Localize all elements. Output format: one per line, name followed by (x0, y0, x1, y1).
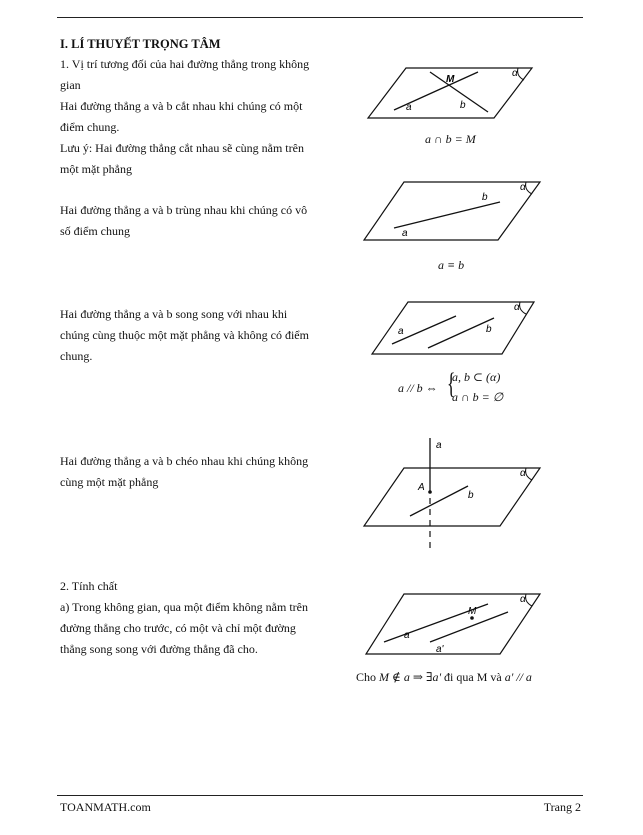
section-title: 2. Tính chất (60, 579, 118, 593)
text-line: điểm chung. (60, 120, 120, 134)
text-line: chung. (60, 349, 93, 363)
text-property (60, 597, 322, 660)
label-a: a (398, 326, 404, 337)
label-b: b (468, 490, 474, 501)
text-line: a) Trong không gian, qua một điểm không nằm trên (60, 600, 308, 614)
point-A (428, 490, 432, 494)
text-line: số điểm chung (60, 224, 130, 238)
alpha-corner-mark (520, 302, 526, 314)
text-line: thẳng song song với đường thẳng đã cho. (60, 642, 258, 656)
page-heading: I. LÍ THUYẾT TRỌNG TÂM (60, 37, 221, 51)
label-alpha: α (520, 594, 526, 605)
formula-math2: a' // a (504, 670, 532, 684)
formula-row1: a, b ⊂ (α) (452, 370, 501, 384)
alpha-corner-mark (526, 182, 532, 194)
line-b (430, 72, 488, 112)
label-alpha: α (520, 468, 526, 479)
text-line: Hai đường thẳng a và b cắt nhau khi chúng có một (60, 99, 303, 113)
alpha-corner-mark (518, 68, 524, 80)
text-line: Hai đường thẳng a và b song song với nhau khi (60, 307, 288, 321)
plane-shape (364, 182, 540, 240)
plane-shape (366, 594, 540, 654)
top-rule (57, 17, 583, 18)
label-a: a (436, 440, 442, 451)
formula-row2: a ∩ b = ∅ (452, 390, 504, 404)
text-line: Hai đường thẳng a và b trùng nhau khi chúng có vô (60, 203, 308, 217)
footer-page-number: Trang 2 (543, 800, 581, 814)
formula-coincident: a ≡ b (438, 258, 465, 272)
alpha-corner-mark (526, 594, 532, 606)
text-line: Hai đường thẳng a và b chéo nhau khi chúng không (60, 454, 309, 468)
line-a-b (394, 202, 500, 228)
figure-skew (360, 434, 545, 554)
label-alpha: α (520, 182, 526, 193)
text-line: Lưu ý: Hai đường thẳng cắt nhau sẽ cùng nằm trên (60, 141, 304, 155)
label-a: a (402, 228, 408, 239)
alpha-corner-mark (526, 468, 532, 480)
figure-intersecting (360, 62, 540, 124)
label-alpha: α (514, 302, 520, 313)
text-coincident (60, 200, 322, 242)
plane-shape (364, 468, 540, 526)
brace: { (446, 367, 456, 400)
label-a: a (406, 102, 412, 113)
text-line: một mặt phẳng (60, 162, 132, 176)
figure-parallel (368, 298, 538, 360)
text-line: đường thẳng cho trước, có một và chỉ một đường (60, 621, 296, 635)
label-alpha: α (512, 68, 518, 79)
label-a-prime: a' (436, 644, 444, 655)
text-skew (60, 451, 322, 493)
formula-intersect: a ∩ b = M (425, 132, 476, 146)
figure-property (362, 590, 544, 660)
label-b: b (482, 192, 488, 203)
label-b: b (460, 100, 466, 111)
line-b (428, 318, 494, 348)
label-M: M (446, 74, 455, 85)
plane-shape (372, 302, 534, 354)
formula-mid: đi qua M và (444, 670, 502, 684)
formula-prefix: Cho (356, 670, 377, 684)
label-b: b (486, 324, 492, 335)
section-title: 1. Vị trí tương đối của hai đường thẳng trong không gian (60, 57, 310, 92)
formula-math1: M ∉ a ⇒ ∃a' (379, 670, 442, 684)
label-a: a (404, 630, 410, 641)
text-line: cùng một mặt phẳng (60, 475, 159, 489)
footer-rule (57, 795, 583, 796)
text-parallel (60, 304, 322, 367)
label-A: A (418, 482, 425, 493)
formula-lhs: a // b ⇔ (398, 381, 438, 395)
text-intersecting (60, 96, 322, 180)
formula-property (356, 670, 532, 685)
text-line: chúng cùng thuộc một mặt phẳng và không có điểm (60, 328, 309, 342)
label-M: M (468, 606, 477, 617)
figure-coincident (360, 176, 545, 246)
footer-site: TOANMATH.com (60, 800, 151, 814)
